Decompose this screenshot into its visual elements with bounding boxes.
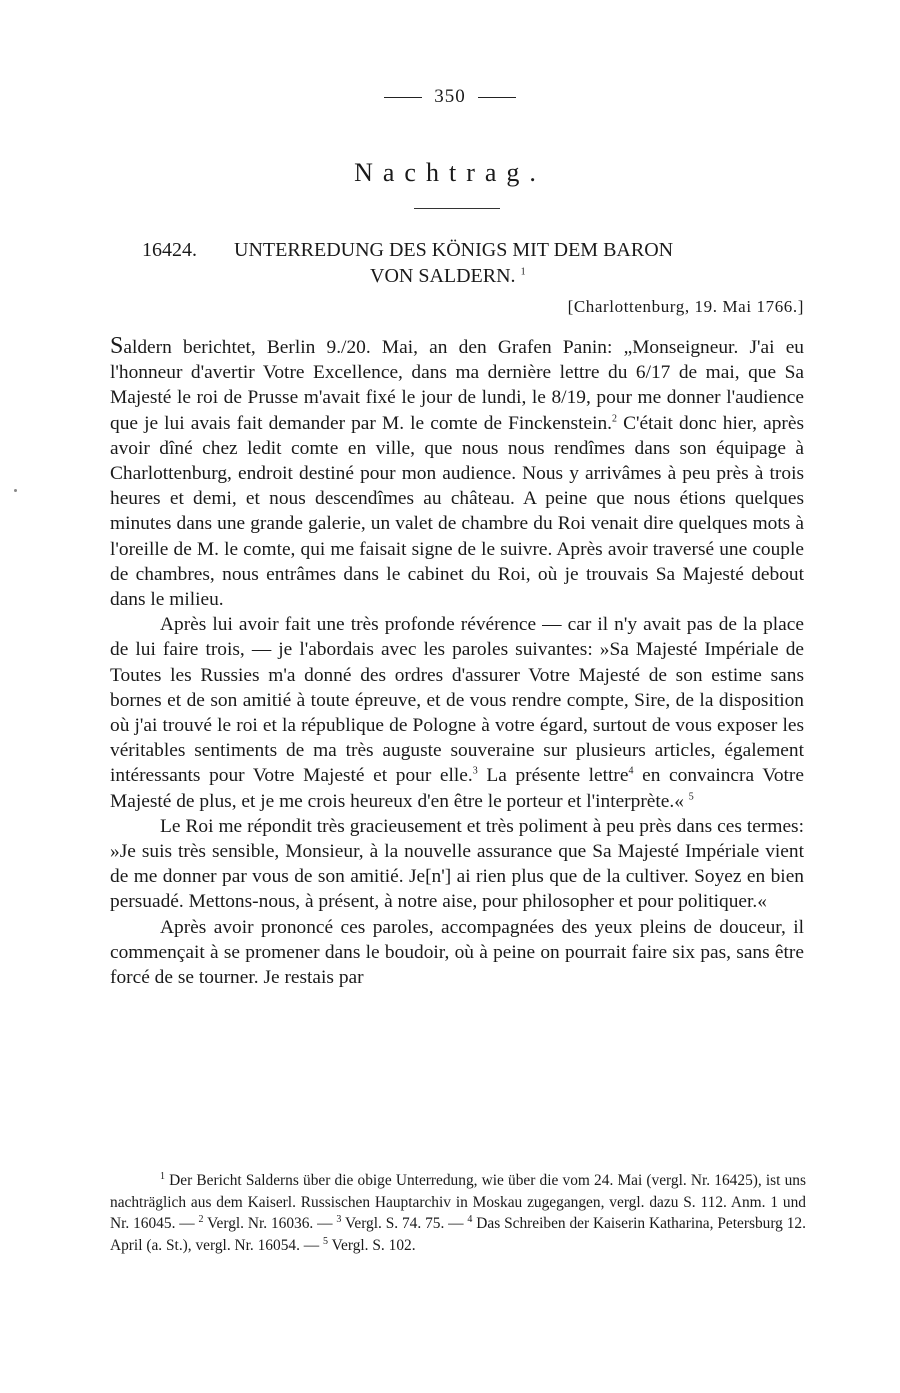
footnote-text: Vergl. S. 102.: [328, 1236, 416, 1254]
paragraph-text: Après avoir prononcé ces paroles, accompagnées des yeux pleins de douceur, il commençait à se promener dans le boudoir, où à peine on pourrait faire six pas, sans être forcé de se tourner. Je restais par: [110, 916, 804, 989]
footnote-text: Vergl. Nr. 16036. —: [203, 1215, 333, 1233]
paragraph: [110, 814, 804, 915]
footnote-text: Der Bericht Salderns über die obige Unterredung, wie über die vom 24. Mai (vergl. Nr. 16425), ist uns nachträglich aus dem Kaiserl. Russischen Hauptarchiv in Moskau zugegangen, vergl. dazu S. 112. Anm. 1 und Nr. 16045. —: [110, 1172, 806, 1233]
paragraph: [110, 915, 804, 991]
paragraph-text: aldern berichtet, Berlin 9./20. Mai, an den Grafen Panin: „Monseigneur. J'ai eu l'honneur d'avertir Votre Excellence, dans ma dernière lettre du 6/17 de mai, que Sa Majesté le roi de Prusse m'avait fixé le jour de lundi, le 8/19, pour me donner l'audience que je lui avais fait demander par M. le comte de Finckenstein.: [110, 337, 804, 434]
section-title: Nachtrag.: [354, 158, 546, 187]
footnote-ref: 4: [628, 765, 634, 777]
place-date: [Charlottenburg, 19. Mai 1766.]: [567, 297, 804, 316]
footnote-text: Vergl. S. 74. 75. —: [341, 1215, 464, 1233]
footnote-mark: 5: [323, 1235, 329, 1247]
initial-letter: S: [110, 333, 124, 359]
paragraph: [110, 612, 804, 814]
footnote-text: Das Schreiben der Kaiserin Katharina, Petersburg 12. April (a. St.), vergl. Nr. 16054. —: [110, 1215, 806, 1254]
paragraph: [110, 334, 804, 612]
paragraph-text: Le Roi me répondit très gracieusement et très poliment à peu près dans ces termes: »Je suis très sensible, Monsieur, à la nouvelle assurance que Sa Majesté Impériale vient de me donner par vous de son amitié. Je[n'] ai rien plus que de la cultiver. Soyez en bien persuadé. Mettons-nous, à présent, à notre aise, pour philosopher et pour politiquer.«: [110, 815, 804, 913]
footnote-mark: 1: [160, 1170, 165, 1182]
body-text: [110, 334, 804, 990]
header-dash-right: [478, 97, 516, 98]
paragraph-text: Après lui avoir fait une très profonde révérence — car il n'y avait pas de la place de lui faire trois, — je l'abordais avec les paroles suivantes: »Sa Majesté Impériale de Toutes les Russies m'a donné des ordres d'assurer Votre Majesté de son estime sans bornes et de son amitié à toute épreuve, et de vous rendre compte, Sire, de la disposition où j'ai trouvé le roi et la république de Pologne à votre égard, surtout de vous exposer les véritables sentiments de ma très auguste souveraine sur plusieurs articles, également intéressants pour Votre Majesté et pour elle.: [110, 614, 804, 787]
footnote-block: [110, 1170, 806, 1256]
entry-title-line1: UNTERREDUNG DES KÖNIGS MIT DEM BARON: [234, 239, 674, 261]
paragraph-text: La présente lettre: [477, 765, 629, 787]
footnote-ref: 2: [612, 413, 618, 425]
footnote-ref: 3: [472, 765, 478, 777]
footnote-ref: 5: [688, 791, 694, 803]
scan-speck: [14, 489, 17, 492]
entry-title-text: VON SALDERN.: [370, 265, 516, 287]
entry-number: 16424.: [142, 239, 197, 261]
entry-title-line2: [370, 263, 526, 289]
footnote-ref: 1: [520, 266, 526, 278]
footnote-mark: 3: [336, 1214, 342, 1226]
paragraph-text: C'était donc hier, après avoir dîné chez ledit comte en ville, que nous nous rendîmes dans son équipage à Charlottenburg, endroit destiné pour mon audience. Nous y arrivâmes à peu près à trois heures et demi, et nous descendîmes au château. A peine que nous étions quelques minutes dans une grande galerie, un valet de chambre du Roi venait dire quelques mots à l'oreille de M. le comte, qui me faisait signe de le suivre. Après avoir traversé une couple de chambres, nous entrâmes dans le cabinet du Roi, où je trouvais Sa Majesté debout dans le milieu.: [110, 412, 805, 611]
paragraph-text: en convaincra Votre Majesté de plus, et je me crois heureux d'en être le porteur et l'interprète.«: [110, 765, 804, 812]
title-rule: [414, 208, 500, 209]
footnote-mark: 4: [467, 1214, 473, 1226]
page-header: [0, 86, 900, 108]
page-number: 350: [434, 86, 466, 107]
footnotes: [110, 1170, 806, 1256]
footnote-mark: 2: [198, 1214, 204, 1226]
header-dash-left: [384, 97, 422, 98]
